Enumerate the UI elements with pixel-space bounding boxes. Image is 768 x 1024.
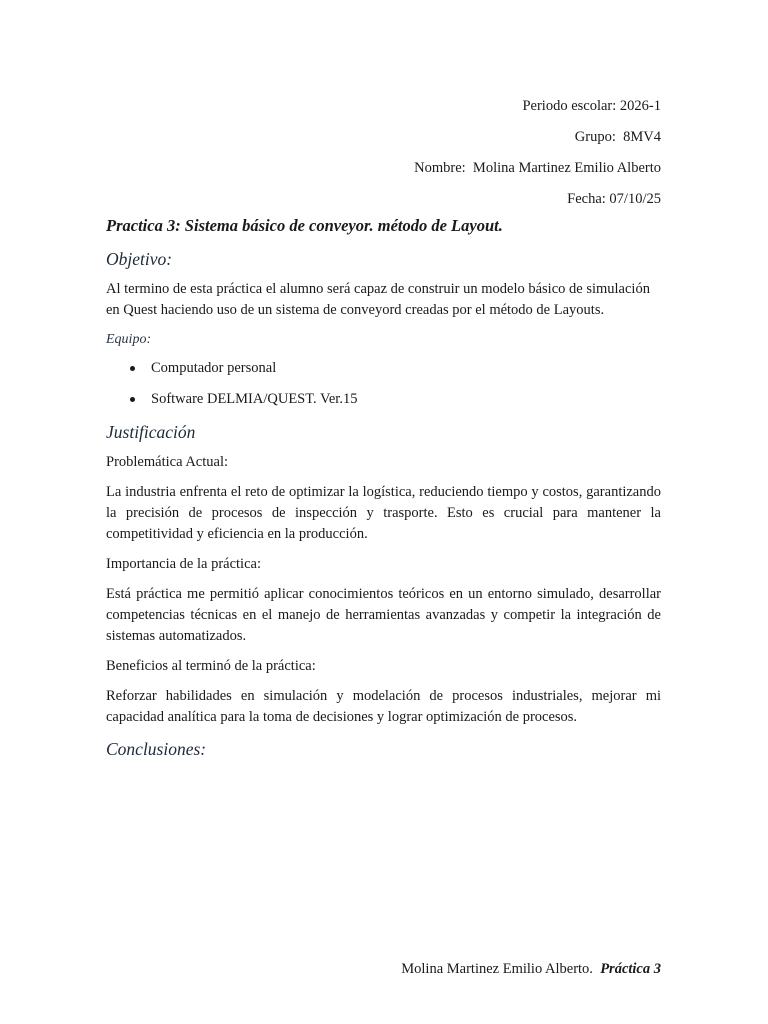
grupo: Grupo: 8MV4: [574, 129, 661, 145]
list-item: [106, 389, 661, 410]
objetivo-text: Al termino de esta práctica el alumno será capaz de construir un modelo básico de simulación en Quest haciendo uso de un sistema de conveyord creadas por el método de Layouts.: [106, 281, 650, 318]
beneficios-text: Reforzar habilidades en simulación y modelación de procesos industriales, mejorar mi capacidad analítica para la toma de decisiones y lograr optimización de procesos.: [106, 688, 661, 725]
justificacion-heading: Justificación: [106, 422, 196, 442]
beneficios-label: Beneficios al terminó de la práctica:: [106, 658, 316, 674]
practice-title: Practica 3: Sistema básico de conveyor. método de Layout.: [106, 216, 503, 235]
equipo-item-label: Computador personal: [151, 360, 277, 376]
fecha: Fecha: 07/10/25: [567, 191, 661, 207]
document-body: [106, 214, 661, 769]
bullet-icon: [130, 366, 135, 371]
equipo-heading: Equipo:: [106, 332, 152, 347]
objetivo-heading: Objetivo:: [106, 249, 173, 269]
equipo-list: [106, 358, 661, 410]
footer-author: Molina Martinez Emilio Alberto.: [401, 961, 593, 977]
equipo-item-label: Software DELMIA/QUEST. Ver.15: [151, 391, 358, 407]
periodo-escolar: Periodo escolar: 2026-1: [522, 98, 661, 114]
importancia-text: Está práctica me permitió aplicar conocimientos teóricos en un entorno simulado, desarrollar competencias técnicas en el manejo de herramientas avanzadas y competir la integración de sistemas automatizados.: [106, 586, 661, 644]
nombre: Nombre: Molina Martinez Emilio Alberto: [414, 160, 661, 176]
list-item: [106, 358, 661, 379]
importancia-label: Importancia de la práctica:: [106, 556, 261, 572]
footer-practice-label: Práctica 3: [600, 961, 661, 977]
bullet-icon: [130, 397, 135, 402]
problematica-text: La industria enfrenta el reto de optimizar la logística, reduciendo tiempo y costos, garantizando la precisión de procesos de inspección y trasporte. Esto es crucial para mantener la competitividad y eficiencia en la producción.: [106, 484, 661, 542]
problematica-label: Problemática Actual:: [106, 454, 229, 470]
page-footer: [401, 959, 661, 979]
document-header: [414, 91, 661, 215]
conclusiones-heading: Conclusiones:: [106, 739, 207, 759]
